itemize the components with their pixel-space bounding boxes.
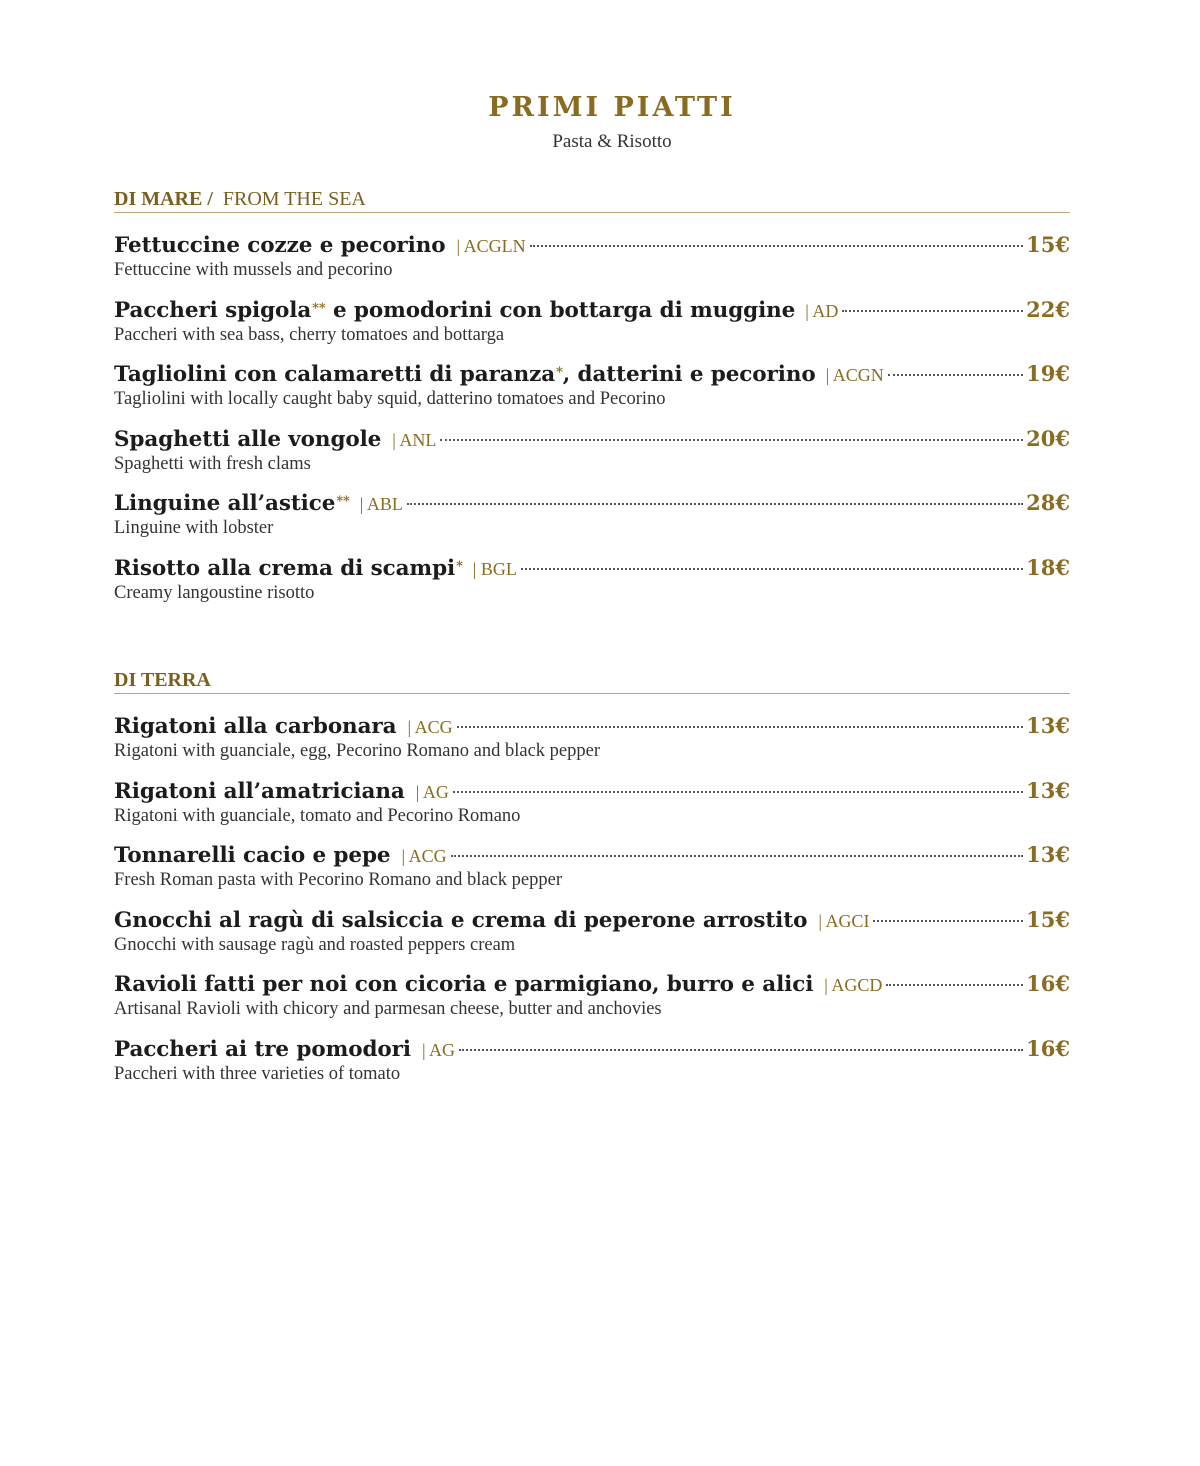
dish-description: Spaghetti with fresh clams bbox=[114, 453, 311, 474]
dish-allergens: | ACG bbox=[407, 717, 453, 737]
dish-price: 22€ bbox=[1026, 296, 1070, 322]
dish-item bbox=[114, 775, 1070, 840]
dish-item bbox=[114, 487, 1070, 552]
dish-name: Paccheri spigola** e pomodorini con bottarga di muggine bbox=[114, 297, 796, 323]
dish-star: * bbox=[556, 365, 563, 381]
dish-price: 18€ bbox=[1026, 554, 1070, 580]
dish-allergens: | AGCD bbox=[824, 975, 883, 996]
dish-star: * bbox=[456, 558, 463, 574]
dish-name: Rigatoni all’amatriciana bbox=[114, 778, 405, 804]
dish-name: Linguine all’astice** bbox=[114, 491, 350, 517]
dish-name: Fettuccine cozze e pecorino bbox=[114, 233, 446, 258]
dish-name: Risotto alla crema di scampi* bbox=[114, 555, 463, 581]
dish-description: Tagliolini with locally caught baby squid, datterino tomatoes and Pecorino bbox=[114, 389, 666, 410]
dish-allergens: | ABL bbox=[359, 494, 403, 515]
dot-leader bbox=[457, 726, 1024, 728]
dish-star: ** bbox=[336, 494, 350, 510]
dish-price: 19€ bbox=[1026, 361, 1070, 387]
dish-item bbox=[114, 839, 1070, 904]
dish-price: 13€ bbox=[1026, 713, 1070, 738]
dot-leader bbox=[873, 920, 1023, 922]
dish-item bbox=[114, 904, 1070, 969]
dish-name: Rigatoni alla carbonara bbox=[114, 714, 397, 739]
dot-leader bbox=[521, 568, 1023, 570]
dish-description: Linguine with lobster bbox=[114, 518, 274, 539]
dish-allergens: | ACG bbox=[401, 846, 447, 867]
section-subtitle: FROM THE SEA bbox=[222, 188, 366, 210]
dot-leader bbox=[459, 1049, 1023, 1051]
section-title: DI MARE / bbox=[114, 188, 213, 210]
dot-leader bbox=[530, 245, 1024, 247]
dish-name: Ravioli fatti per noi con cicoria e parmigiano, burro e alici bbox=[114, 972, 814, 998]
section-title: DI TERRA bbox=[114, 669, 211, 691]
dot-leader bbox=[842, 310, 1023, 312]
dish-allergens: | AG bbox=[421, 1039, 456, 1060]
dish-item bbox=[114, 710, 1070, 775]
page-title: PRIMI PIATTI bbox=[488, 92, 736, 123]
dish-description: Rigatoni with guanciale, egg, Pecorino Romano and black pepper bbox=[114, 741, 601, 761]
dish-price: 20€ bbox=[1026, 425, 1070, 451]
dish-name: Tonnarelli cacio e pepe bbox=[114, 843, 391, 869]
dot-leader bbox=[407, 503, 1023, 505]
dish-item bbox=[114, 552, 1070, 617]
menu-header bbox=[134, 90, 1090, 154]
dish-allergens: | ACGN bbox=[825, 365, 884, 386]
page-subtitle: Pasta & Risotto bbox=[552, 131, 672, 152]
dish-description: Paccheri with sea bass, cherry tomatoes and bottarga bbox=[114, 324, 505, 345]
dish-description: Artisanal Ravioli with chicory and parmesan cheese, butter and anchovies bbox=[114, 999, 662, 1020]
dish-item bbox=[114, 229, 1070, 294]
dot-leader bbox=[453, 791, 1023, 793]
dish-description: Paccheri with three varieties of tomato bbox=[114, 1063, 401, 1084]
dish-price: 13€ bbox=[1026, 777, 1070, 803]
section-di-mare bbox=[114, 188, 1070, 617]
dish-name: Tagliolini con calamaretti di paranza*, datterini e pecorino bbox=[114, 362, 816, 388]
dish-allergens: | ACGLN bbox=[456, 236, 526, 256]
dish-description: Creamy langoustine risotto bbox=[114, 582, 315, 603]
dish-name: Spaghetti alle vongole bbox=[114, 426, 382, 452]
dish-price: 16€ bbox=[1026, 1035, 1070, 1061]
dish-list bbox=[114, 229, 1070, 617]
dish-allergens: | AGCI bbox=[818, 910, 870, 931]
dish-item bbox=[114, 968, 1070, 1033]
dish-description: Fresh Roman pasta with Pecorino Romano and black pepper bbox=[114, 870, 563, 891]
dish-name: Paccheri ai tre pomodori bbox=[114, 1036, 411, 1062]
dot-leader bbox=[886, 984, 1023, 986]
dish-description: Rigatoni with guanciale, tomato and Pecorino Romano bbox=[114, 805, 521, 826]
dish-item bbox=[114, 1033, 1070, 1098]
dish-description: Gnocchi with sausage ragù and roasted peppers cream bbox=[114, 934, 516, 955]
dish-allergens: | AD bbox=[805, 300, 839, 321]
dish-price: 15€ bbox=[1026, 232, 1070, 257]
section-heading bbox=[114, 669, 1070, 694]
dish-price: 16€ bbox=[1026, 971, 1070, 997]
dish-price: 28€ bbox=[1026, 490, 1070, 516]
dish-item bbox=[114, 294, 1070, 359]
dot-leader bbox=[451, 855, 1024, 857]
section-heading bbox=[114, 188, 1070, 213]
dish-description: Fettuccine with mussels and pecorino bbox=[114, 260, 393, 280]
dish-item bbox=[114, 423, 1070, 488]
dish-name: Gnocchi al ragù di salsiccia e crema di peperone arrostito bbox=[114, 907, 808, 933]
dish-item bbox=[114, 358, 1070, 423]
dot-leader bbox=[440, 439, 1023, 441]
dish-list bbox=[114, 710, 1070, 1098]
dish-allergens: | AG bbox=[415, 781, 449, 802]
dish-allergens: | ANL bbox=[392, 429, 437, 450]
dot-leader bbox=[888, 374, 1023, 376]
section-di-terra bbox=[114, 669, 1070, 1098]
dish-price: 13€ bbox=[1026, 842, 1070, 868]
dish-price: 15€ bbox=[1026, 906, 1070, 932]
dish-star: ** bbox=[312, 300, 326, 316]
dish-allergens: | BGL bbox=[472, 558, 517, 579]
